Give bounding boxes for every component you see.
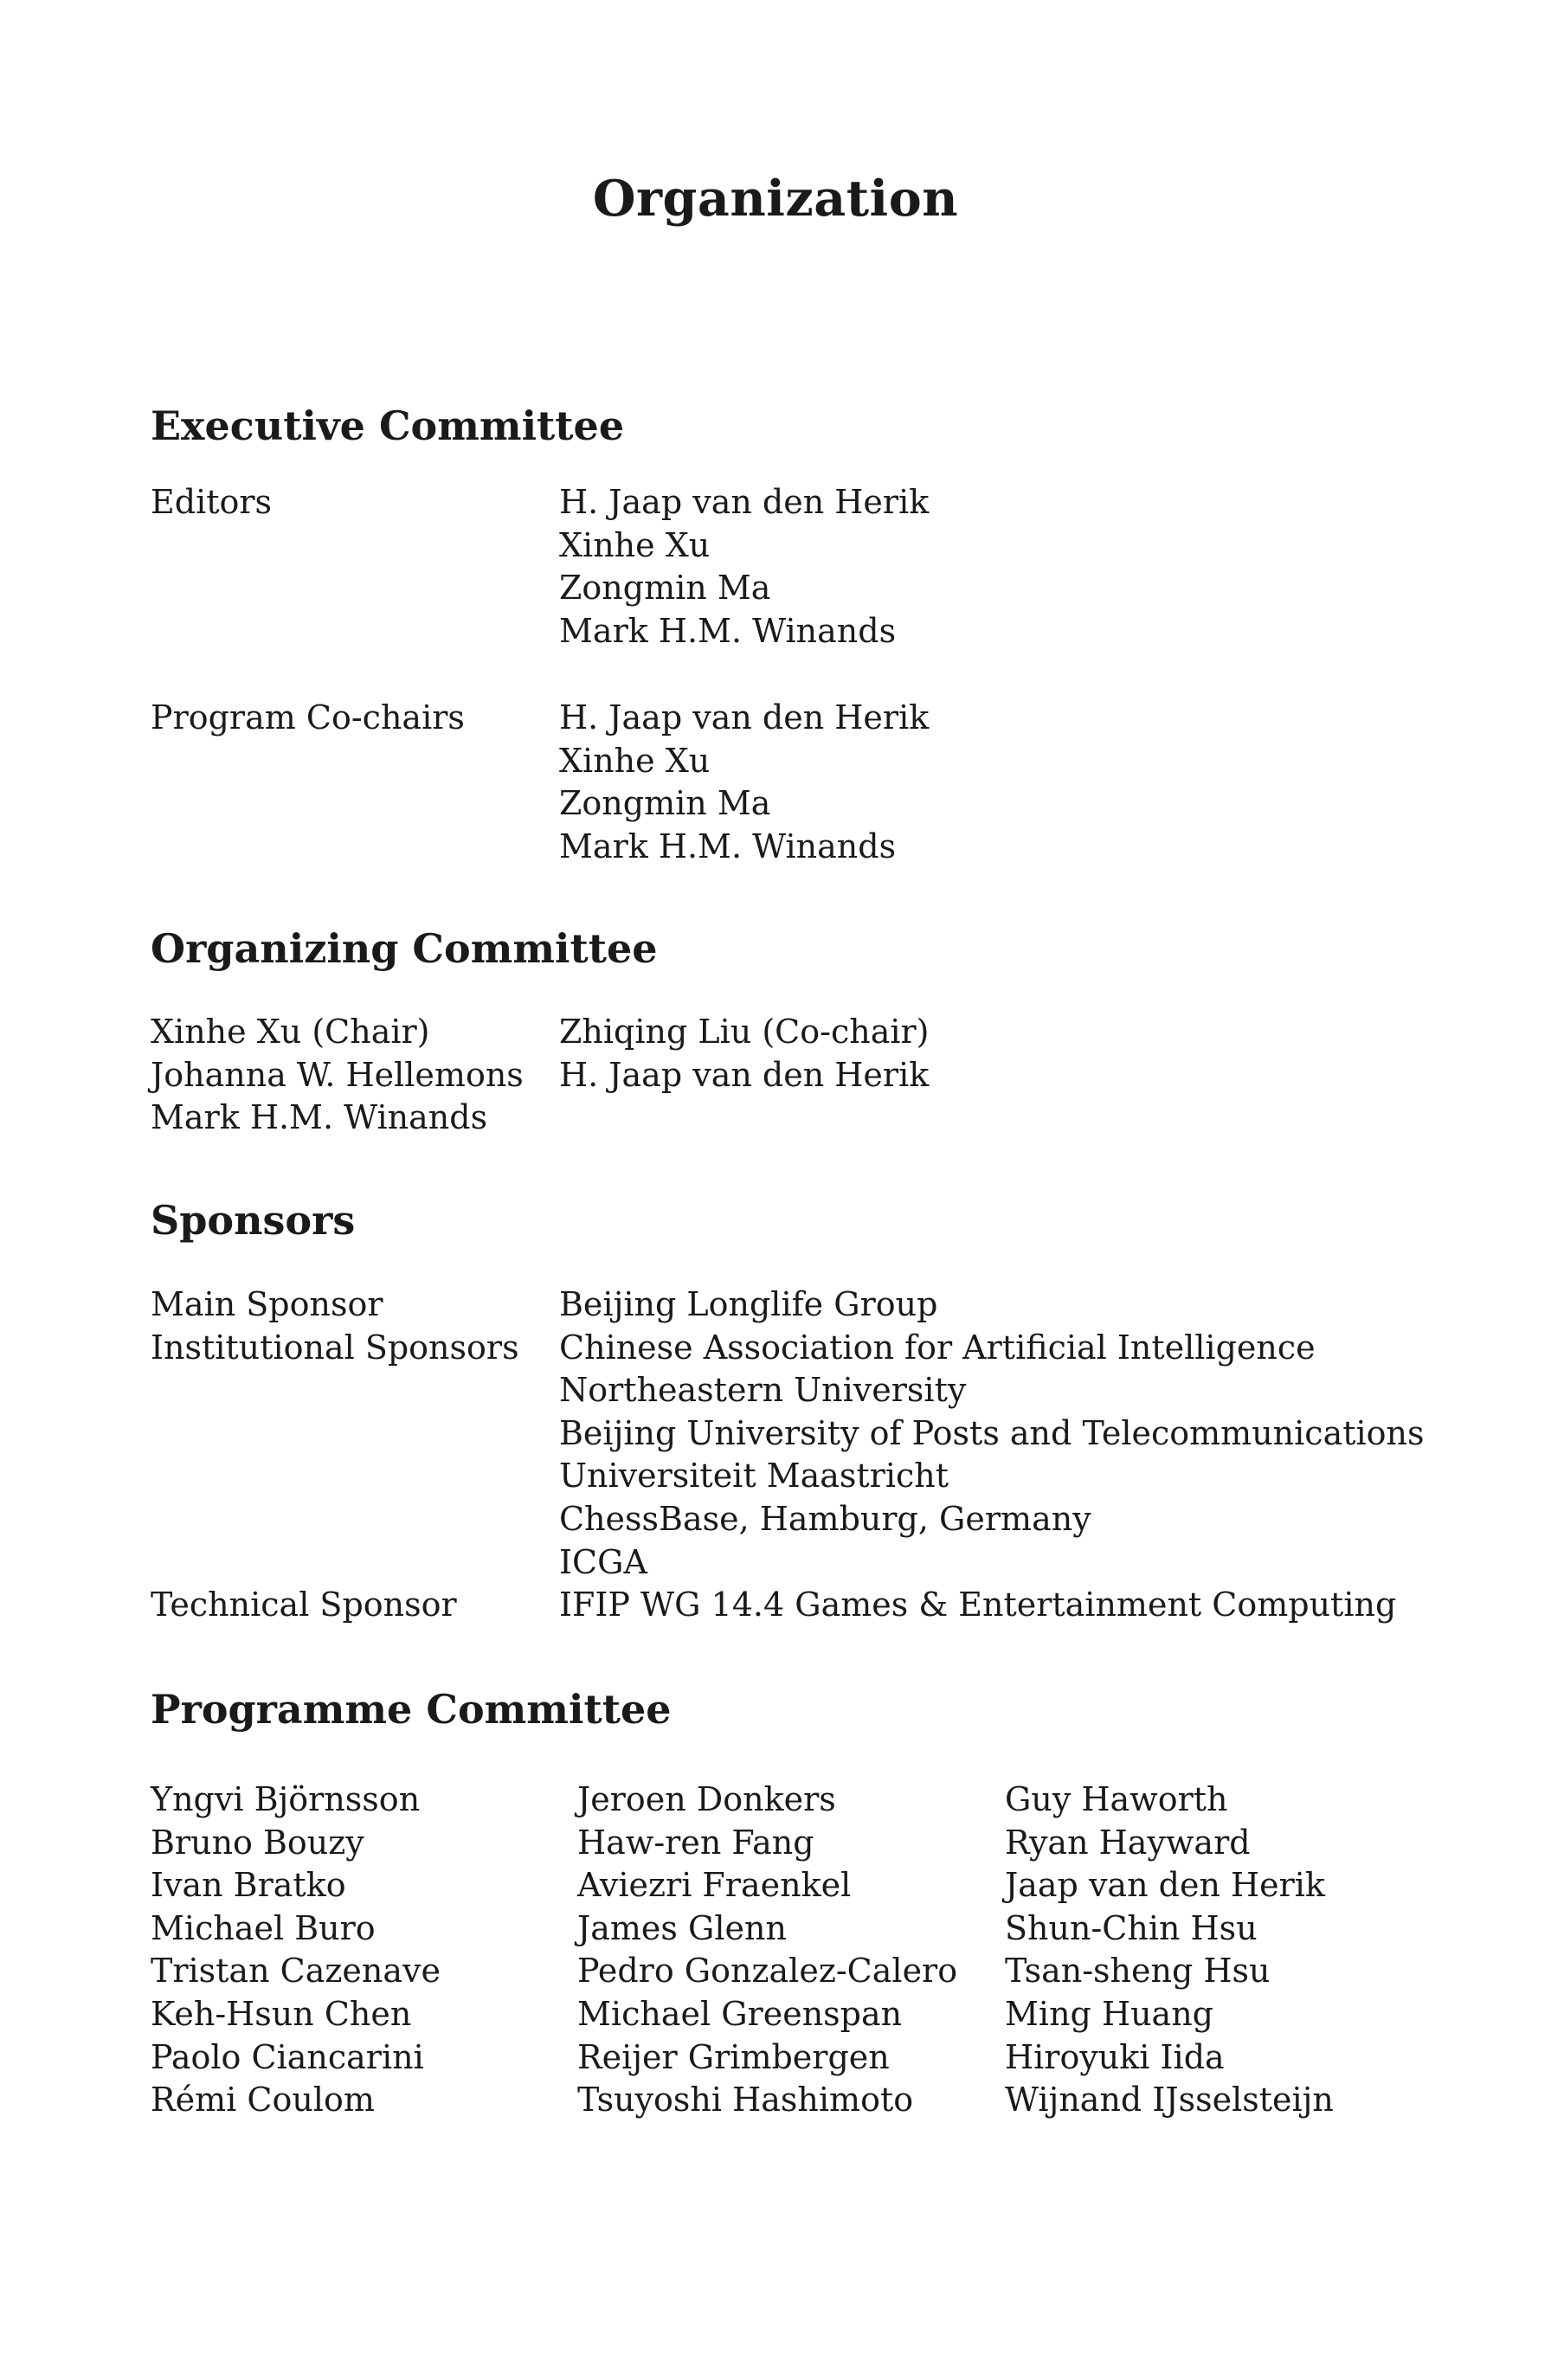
program-cochairs-group [151, 697, 1449, 868]
member-name: James Glenn [577, 1908, 787, 1947]
member-name: Pedro Gonzalez-Calero [577, 1952, 958, 1991]
institutional-sponsors-label: Institutional Sponsors [151, 1328, 519, 1367]
programme-column-2 [577, 1779, 1005, 2122]
editor-name: Xinhe Xu [559, 525, 711, 564]
editor-name: Zongmin Ma [559, 569, 771, 608]
editor-name: H. Jaap van den Herik [559, 483, 930, 521]
organizer-name: Mark H.M. Winands [151, 1098, 488, 1137]
member-name: Tsuyoshi Hashimoto [577, 2081, 914, 2119]
organizer-name [559, 1097, 1449, 1140]
program-cochairs-label: Program Co-chairs [151, 698, 465, 737]
member-name: Michael Buro [151, 1908, 376, 1947]
page-title: Organization [592, 170, 959, 228]
organizer-name: Zhiqing Liu (Co-chair) [559, 1013, 930, 1051]
member-name: Aviezri Fraenkel [577, 1866, 852, 1905]
sponsors-heading: Sponsors [151, 1197, 356, 1244]
member-name: Bruno Bouzy [151, 1823, 364, 1862]
programme-column-3 [1005, 1779, 1449, 2122]
member-name: Yngvi Björnsson [151, 1780, 421, 1818]
organizing-committee-list [151, 1011, 1449, 1140]
sponsor-name: Northeastern University [559, 1371, 967, 1410]
editors-label: Editors [151, 483, 273, 521]
member-name: Jaap van den Herik [1005, 1866, 1325, 1905]
member-name: Jeroen Donkers [577, 1780, 836, 1818]
organizer-name: Xinhe Xu (Chair) [151, 1013, 430, 1051]
member-name: Paolo Ciancarini [151, 2037, 424, 2076]
member-name: Ming Huang [1005, 1994, 1214, 2033]
cochair-name: H. Jaap van den Herik [559, 698, 930, 737]
editors-group [151, 481, 1449, 653]
member-name: Keh-Hsun Chen [151, 1994, 412, 2033]
member-name: Ryan Hayward [1005, 1823, 1251, 1862]
organizer-name: H. Jaap van den Herik [559, 1055, 930, 1094]
member-name: Tsan-sheng Hsu [1005, 1952, 1271, 1991]
programme-committee-heading: Programme Committee [151, 1686, 672, 1733]
organizing-committee-heading: Organizing Committee [151, 925, 658, 972]
sponsor-name: ICGA [559, 1542, 647, 1581]
member-name: Reijer Grimbergen [577, 2037, 890, 2076]
programme-column-1 [151, 1779, 577, 2122]
member-name: Tristan Cazenave [151, 1952, 441, 1991]
main-sponsor-label: Main Sponsor [151, 1285, 383, 1323]
sponsor-name: ChessBase, Hamburg, Germany [559, 1499, 1091, 1538]
member-name: Rémi Coulom [151, 2081, 375, 2119]
member-name: Wijnand IJsselsteijn [1005, 2081, 1334, 2119]
sponsor-name: Beijing University of Posts and Telecommunications [559, 1413, 1425, 1452]
member-name: Michael Greenspan [577, 1994, 903, 2033]
organizer-name: Johanna W. Hellemons [151, 1055, 524, 1094]
sponsor-name: Beijing Longlife Group [559, 1285, 938, 1323]
member-name: Haw-ren Fang [577, 1823, 814, 1862]
member-name: Hiroyuki Iida [1005, 2037, 1225, 2076]
technical-sponsor-label: Technical Sponsor [151, 1586, 457, 1624]
sponsors-list [151, 1283, 1449, 1627]
cochair-name: Mark H.M. Winands [559, 827, 897, 865]
executive-committee-heading: Executive Committee [151, 402, 625, 449]
member-name: Shun-Chin Hsu [1005, 1908, 1258, 1947]
cochair-name: Xinhe Xu [559, 741, 711, 780]
cochair-name: Zongmin Ma [559, 784, 771, 823]
member-name: Guy Haworth [1005, 1780, 1228, 1818]
sponsor-name: Chinese Association for Artificial Intelligence [559, 1328, 1316, 1367]
member-name: Ivan Bratko [151, 1866, 346, 1905]
sponsor-name: Universiteit Maastricht [559, 1457, 949, 1496]
editor-name: Mark H.M. Winands [559, 611, 897, 650]
sponsor-name: IFIP WG 14.4 Games & Entertainment Computing [559, 1586, 1397, 1624]
programme-committee-list [151, 1779, 1449, 2122]
